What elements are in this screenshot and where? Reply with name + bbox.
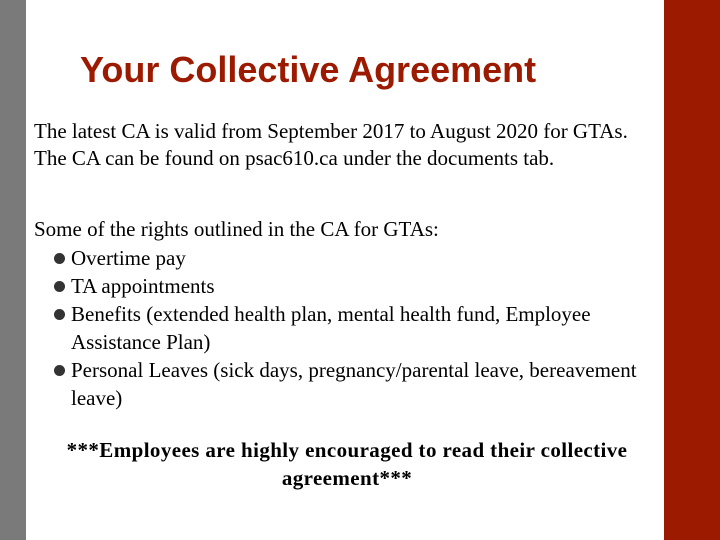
- intro-paragraph: The latest CA is valid from September 2017 to August 2020 for GTAs. The CA can be found on psac610.ca under the documents tab.: [34, 119, 628, 170]
- rights-list: [54, 244, 654, 412]
- right-decorative-bar: [664, 0, 720, 540]
- rights-list-item: [54, 300, 654, 356]
- rights-list-item: [54, 244, 654, 272]
- rights-list-item: [54, 272, 654, 300]
- slide-title: Your Collective Agreement: [80, 49, 537, 90]
- bullet-icon: [54, 309, 65, 320]
- rights-item-text: Personal Leaves (sick days, pregnancy/parental leave, bereavement leave): [71, 358, 637, 410]
- left-decorative-bar: [0, 0, 26, 540]
- bullet-icon: [54, 281, 65, 292]
- rights-item-text: Overtime pay: [71, 246, 186, 270]
- rights-item-text: Benefits (extended health plan, mental health fund, Employee Assistance Plan): [71, 302, 591, 354]
- rights-item-text: TA appointments: [71, 274, 215, 298]
- bullet-icon: [54, 253, 65, 264]
- bullet-icon: [54, 365, 65, 376]
- rights-heading: Some of the rights outlined in the CA for GTAs:: [34, 217, 439, 241]
- footer-note: ***Employees are highly encouraged to read their collective agreement***: [66, 438, 628, 490]
- rights-list-item: [54, 356, 654, 412]
